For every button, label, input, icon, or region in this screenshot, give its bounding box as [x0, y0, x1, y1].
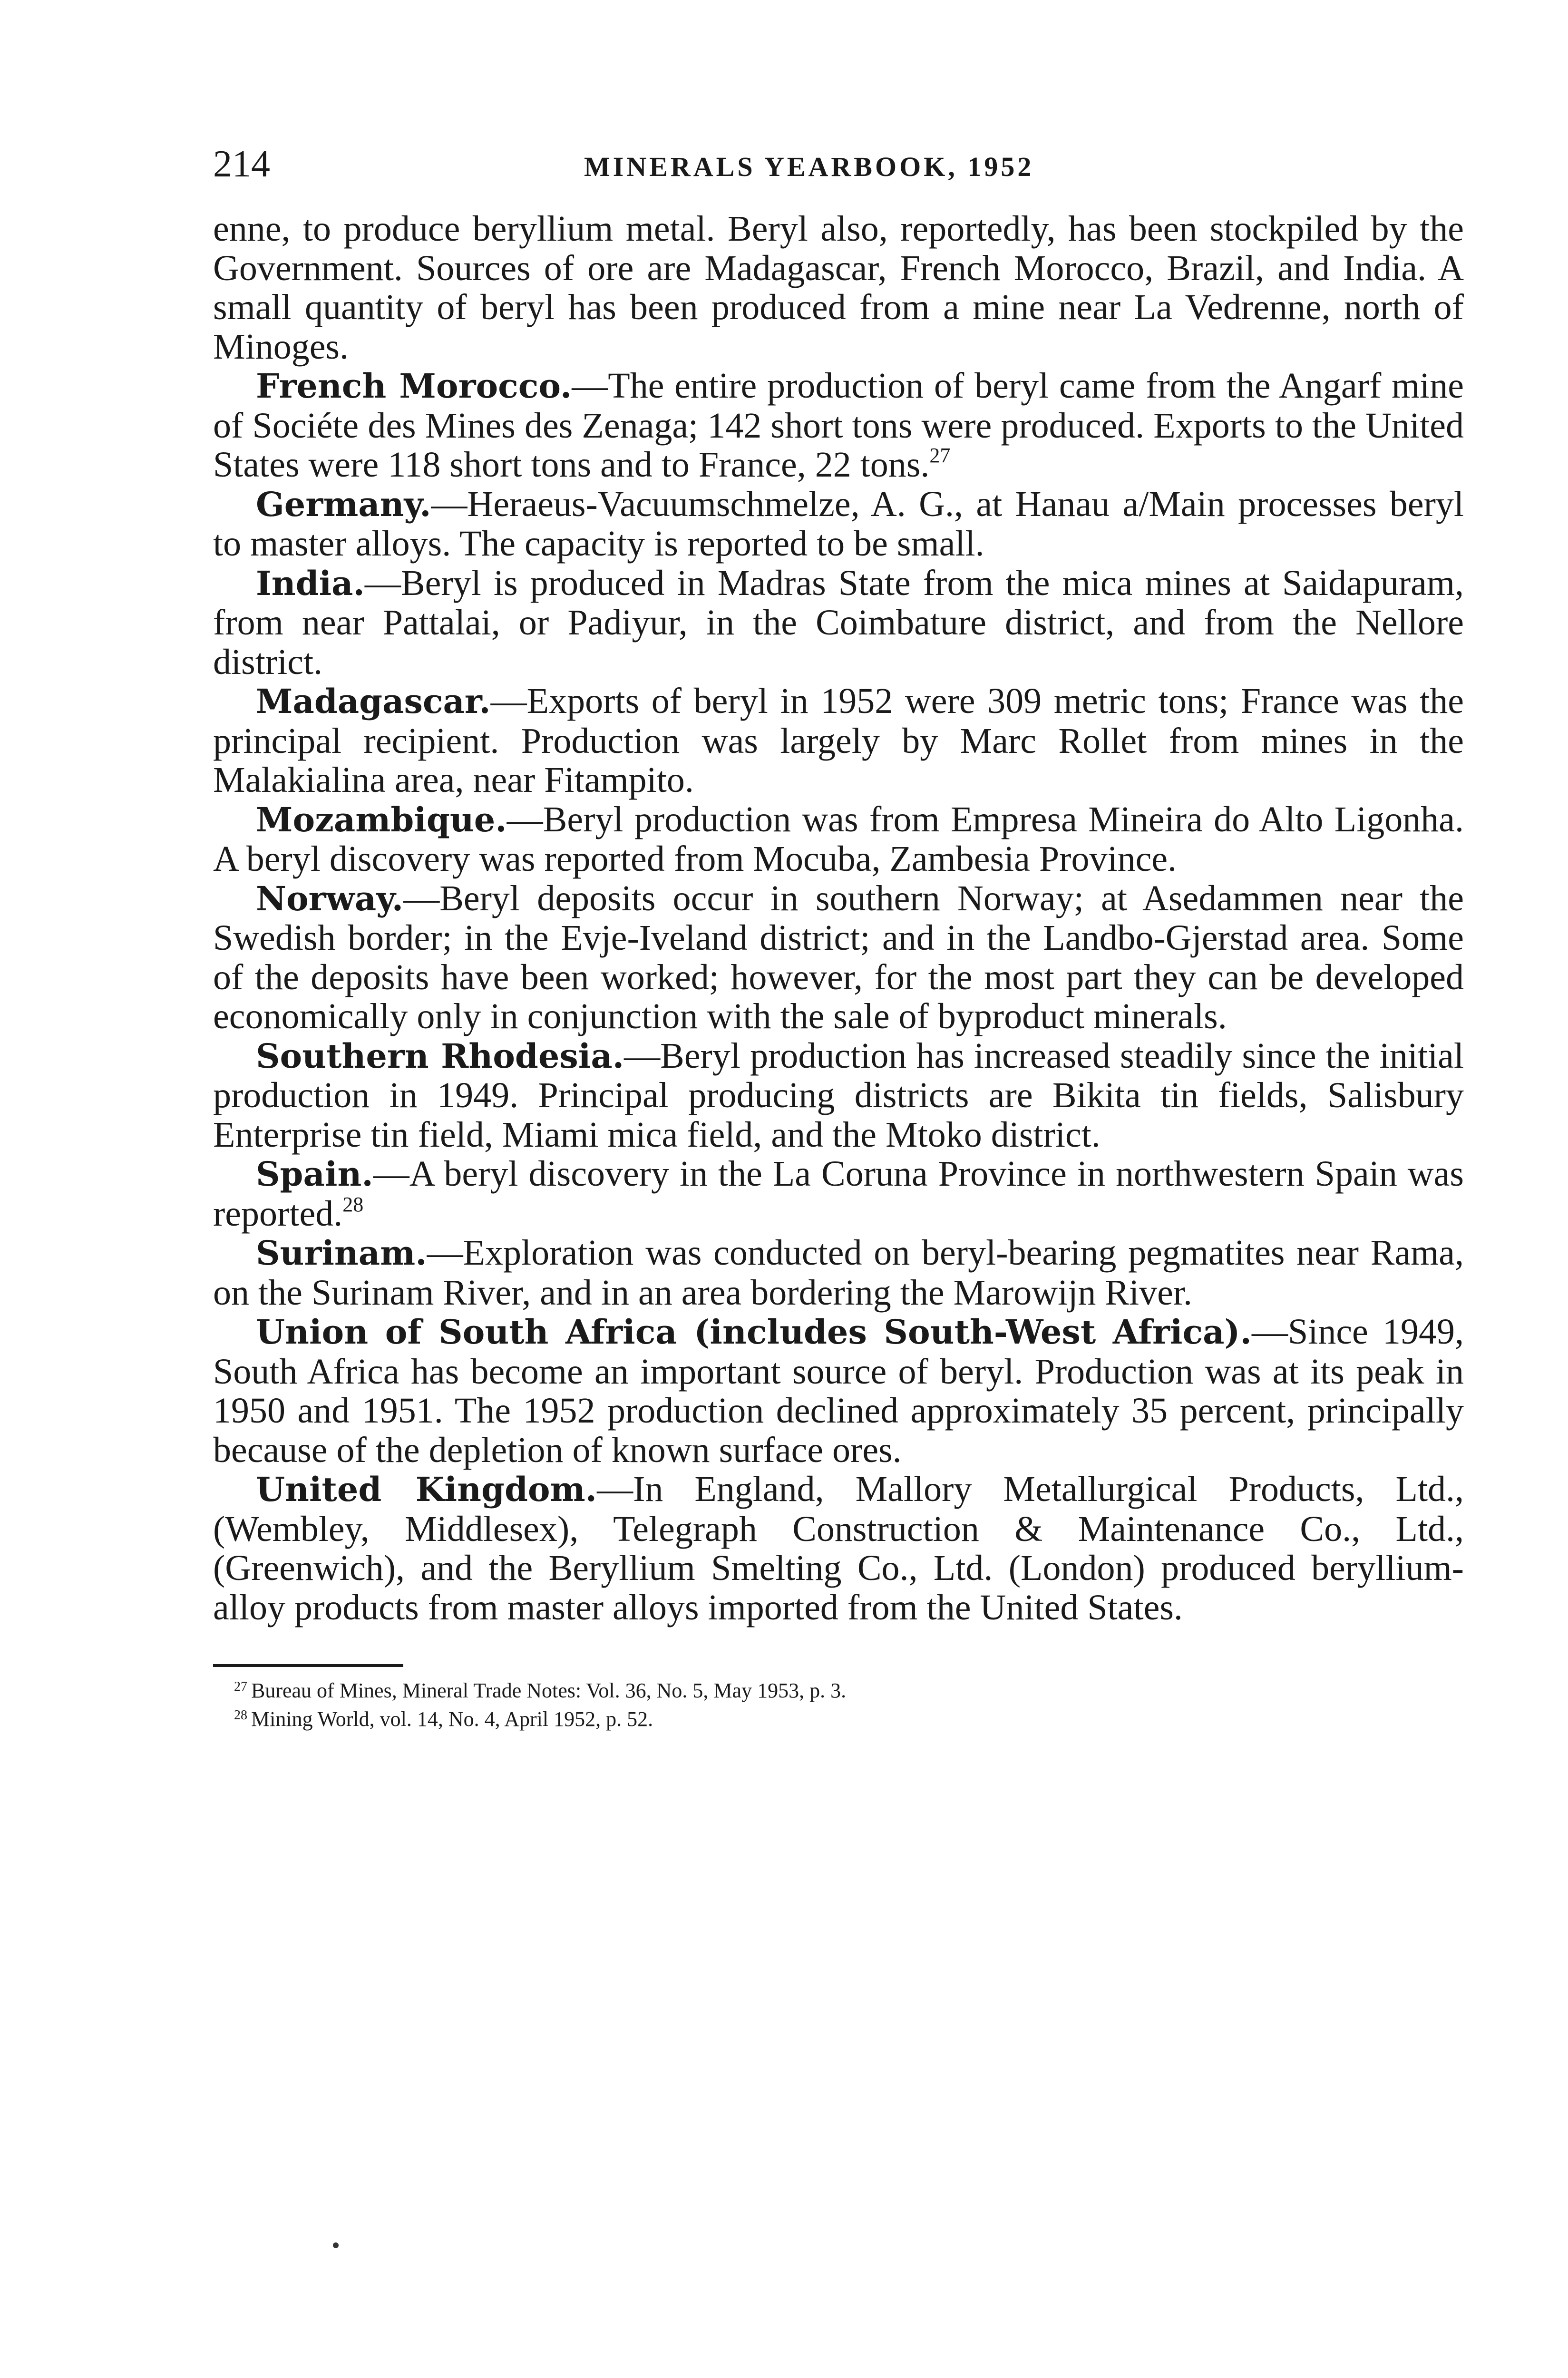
footnote-text: Mining World, vol. 14, No. 4, April 1952, p. 52.: [251, 1707, 653, 1731]
paragraph-text: —Heraeus-Vacuumschmelze, A. G., at Hanau a/Main processes beryl to master alloys. The capacity is reported to be small.: [213, 484, 1464, 564]
paragraph-text: —Beryl production was from Empresa Mineira do Alto Ligonha. A beryl discovery was reported from Mocuba, Zambesia Province.: [213, 799, 1464, 879]
paragraph-united-kingdom: [213, 1470, 1464, 1627]
paragraph-surinam: [213, 1233, 1464, 1312]
country-heading: Southern Rhodesia.: [256, 1036, 624, 1076]
paragraph-southern-rhodesia: [213, 1036, 1464, 1155]
footnote-ref: 28: [342, 1192, 364, 1216]
country-heading: Mozambique.: [256, 799, 507, 839]
country-heading: Germany.: [256, 484, 431, 524]
footnote: [234, 1675, 1464, 1703]
paragraph-text: —Exploration was conducted on beryl-bearing pegmatites near Rama, on the Surinam River, and in an area bordering the Marowijn River.: [213, 1233, 1464, 1313]
country-heading: India.: [256, 563, 365, 603]
footnote-number: 27: [234, 1679, 247, 1694]
paragraph-mozambique: [213, 800, 1464, 879]
paragraph-text: —Since 1949, South Africa has become an important source of beryl. Production was at its peak in 1950 and 1951. The 1952 production declined approximately 35 percent, principally because of the depletion of known surface ores.: [213, 1312, 1464, 1470]
body-text: [213, 209, 1464, 1627]
footnote: [234, 1703, 1464, 1732]
paragraph-text: —The entire production of beryl came from the Angarf mine of Sociéte des Mines des Zenaga; 142 short tons were produced. Exports to the United States were 118 short tons and to France, 22 tons.: [213, 366, 1464, 485]
paragraph-germany: [213, 485, 1464, 564]
paragraph-india: [213, 564, 1464, 682]
country-heading: Norway.: [256, 878, 404, 918]
country-heading: Surinam.: [256, 1233, 427, 1273]
paragraph-text: enne, to produce beryllium metal. Beryl also, reportedly, has been stockpiled by the Government. Sources of ore are Madagascar, French Morocco, Brazil, and India. A small quantity of beryl has been produced from a mine near La Vedrenne, north of Minoges.: [213, 209, 1464, 367]
scan-speck: [333, 2242, 339, 2248]
paragraph-text: —In England, Mallory Metallurgical Products, Ltd., (Wembley, Middlesex), Telegraph Construction & Maintenance Co., Ltd., (Greenwich), and the Beryllium Smelting Co., Ltd. (London) produced beryllium-alloy products from master alloys imported from the United States.: [213, 1469, 1464, 1628]
paragraph-french-morocco: [213, 366, 1464, 485]
paragraph-text: —Exports of beryl in 1952 were 309 metric tons; France was the principal recipient. Production was largely by Marc Rollet from mines in the Malakialina area, near Fitampito.: [213, 681, 1464, 800]
paragraph-text: —Beryl is produced in Madras State from the mica mines at Saidapuram, from near Pattalai, or Padiyur, in the Coimbature district, and from the Nellore district.: [213, 563, 1464, 682]
footnotes: [213, 1675, 1464, 1732]
document-page: [213, 138, 1464, 1732]
country-heading: Madagascar.: [256, 682, 491, 721]
footnote-text: Bureau of Mines, Mineral Trade Notes: Vol. 36, No. 5, May 1953, p. 3.: [251, 1679, 847, 1702]
page-number: 214: [213, 143, 270, 185]
paragraph-text: —A beryl discovery in the La Coruna Province in northwestern Spain was reported.: [213, 1154, 1464, 1234]
country-heading: Spain.: [256, 1154, 373, 1194]
footnote-ref: 27: [929, 444, 951, 467]
paragraph-text: —Beryl deposits occur in southern Norway; at Asedammen near the Swedish border; in the Evje-Iveland district; and in the Landbo-Gjerstad area. Some of the deposits have been worked; however, for the most part they can be developed economically only in conjunction with the sale of byproduct minerals.: [213, 878, 1464, 1036]
paragraph-text: —Beryl production has increased steadily since the initial production in 1949. Principal producing districts are Bikita tin fields, Salisbury Enterprise tin field, Miami mica field, and the Mtoko district.: [213, 1035, 1464, 1155]
paragraph-norway: [213, 879, 1464, 1036]
paragraph-continuation: [213, 209, 1464, 366]
paragraph-union-of-south-africa: [213, 1312, 1464, 1470]
running-head-title: MINERALS YEARBOOK, 1952: [584, 151, 1034, 182]
country-heading: French Morocco.: [256, 366, 572, 406]
footnote-divider: [213, 1664, 403, 1667]
running-head: [213, 138, 1464, 190]
country-heading: United Kingdom.: [256, 1470, 597, 1509]
footnote-number: 28: [234, 1708, 247, 1723]
country-heading: Union of South Africa (includes South-West Africa).: [256, 1312, 1252, 1352]
paragraph-madagascar: [213, 682, 1464, 800]
paragraph-spain: [213, 1154, 1464, 1233]
